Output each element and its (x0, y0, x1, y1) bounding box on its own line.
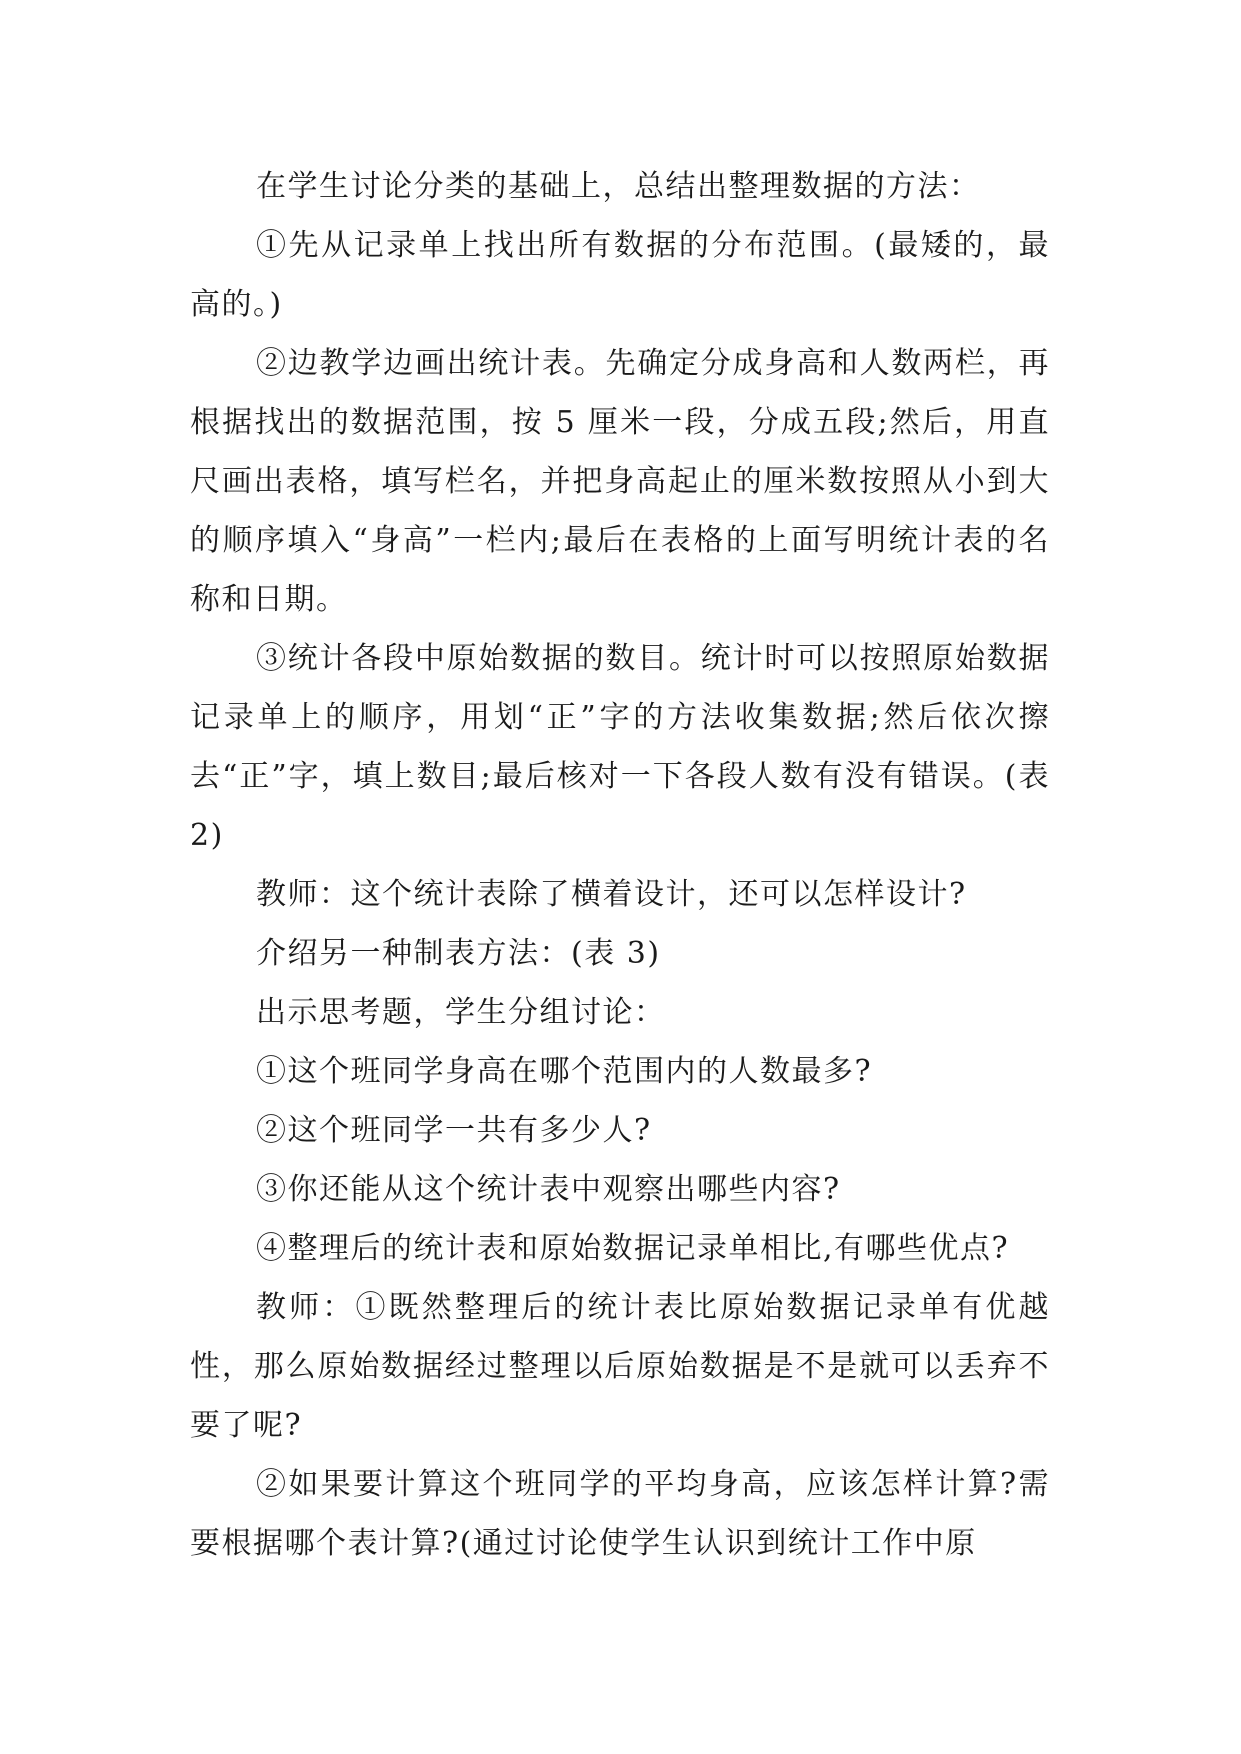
paragraph: 在学生讨论分类的基础上，总结出整理数据的方法： (256, 169, 981, 204)
paragraph: 出示思考题，学生分组讨论： (256, 995, 666, 1030)
paragraph: ③你还能从这个统计表中观察出哪些内容? (256, 1172, 841, 1207)
paragraph: ①这个班同学身高在哪个范围内的人数最多? (256, 1054, 873, 1089)
paragraph: ①先从记录单上找出所有数据的分布范围。(最矮的，最高的。) (190, 228, 1050, 322)
paragraph: ④整理后的统计表和原始数据记录单相比,有哪些优点? (256, 1231, 1010, 1266)
paragraph: 教师：这个统计表除了横着设计，还可以怎样设计? (256, 877, 967, 912)
paragraph: 教师：①既然整理后的统计表比原始数据记录单有优越性，那么原始数据经过整理以后原始数据是不是就可以丢弃不要了呢? (190, 1290, 1050, 1443)
paragraph: ②这个班同学一共有多少人? (256, 1113, 652, 1148)
paragraph: ②如果要计算这个班同学的平均身高，应该怎样计算?需要根据哪个表计算?(通过讨论使学生认识到统计工作中原 (190, 1467, 1050, 1561)
body-text (190, 157, 1050, 1573)
paragraph: ③统计各段中原始数据的数目。统计时可以按照原始数据记录单上的顺序，用划“正”字的方法收集数据;然后依次擦去“正”字，填上数目;最后核对一下各段人数有没有错误。(表 2) (190, 641, 1050, 853)
paragraph: 介绍另一种制表方法：(表 3) (256, 936, 661, 971)
paragraph: ②边教学边画出统计表。先确定分成身高和人数两栏，再根据找出的数据范围，按 5 厘米一段，分成五段;然后，用直尺画出表格，填写栏名，并把身高起止的厘米数按照从小到大的顺序填入“身高”一栏内;最后在表格的上面写明统计表的名称和日期。 (190, 346, 1050, 617)
